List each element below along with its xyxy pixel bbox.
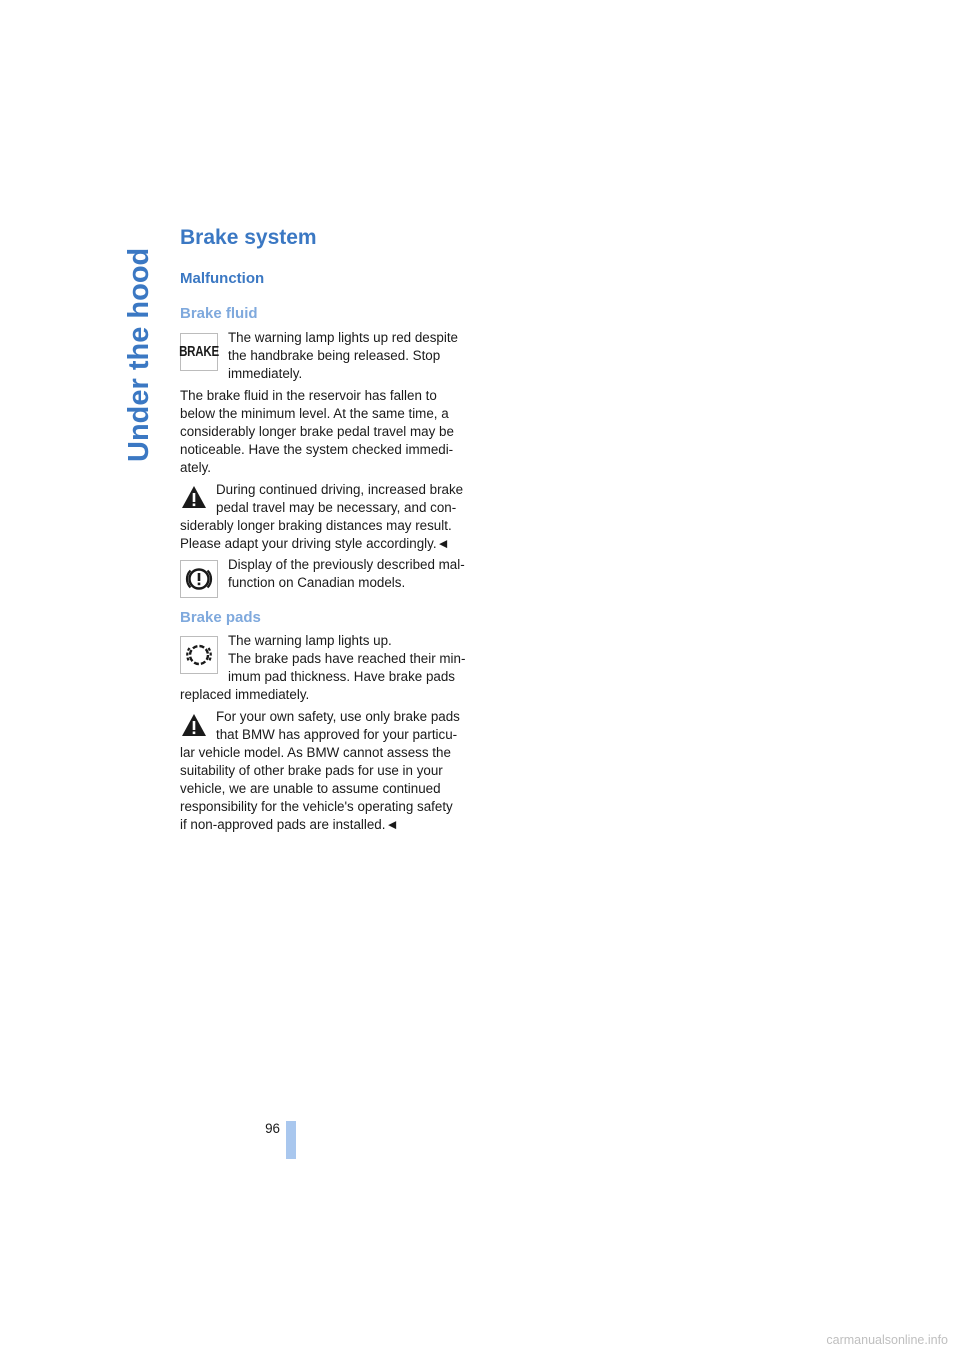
brake-pads-warning-full — [180, 744, 453, 834]
text-line: pedal travel may be necessary, and con- — [216, 500, 457, 515]
text-line: responsibility for the vehicle's operating safety — [180, 799, 453, 814]
brake-fluid-warning-full — [180, 517, 452, 553]
exclamation-circle-icon — [184, 564, 214, 594]
page-number: 96 — [265, 1121, 280, 1136]
brake-icon-label: BRAKE — [179, 344, 219, 360]
chapter-title — [112, 232, 156, 462]
text-line: that BMW has approved for your particu- — [216, 727, 458, 742]
warning-triangle-icon — [181, 713, 207, 737]
text-line: lar vehicle model. As BMW cannot assess the — [180, 745, 451, 760]
brake-warning-icon — [180, 333, 218, 371]
text-line: vehicle, we are unable to assume continued — [180, 781, 441, 796]
section-subtitle: Malfunction — [180, 270, 265, 287]
text-line: imum pad thickness. Have brake pads — [228, 669, 456, 684]
section-title: Brake system — [180, 226, 317, 249]
brake-pads-intro — [228, 632, 465, 686]
brake-pad-wear-icon — [180, 636, 218, 674]
text-line: function on Canadian models. — [228, 575, 406, 590]
text-line: immediately. — [228, 366, 303, 381]
text-line: noticeable. Have the system checked immedi- — [180, 442, 454, 457]
text-line: replaced immediately. — [180, 687, 310, 702]
warning-triangle-icon — [181, 485, 207, 509]
brake-fluid-intro — [228, 329, 458, 383]
text-line: below the minimum level. At the same time, a — [180, 406, 449, 421]
brake-pads-intro-full — [180, 686, 309, 704]
text-line: Please adapt your driving style accordingly.◄ — [180, 536, 450, 551]
canadian-brake-icon — [180, 560, 218, 598]
canadian-models-note — [228, 556, 465, 592]
brake-fluid-heading: Brake fluid — [180, 305, 258, 322]
brake-pad-icon — [184, 640, 214, 670]
brake-fluid-warning-indented — [216, 481, 463, 517]
text-line: the handbrake being released. Stop — [228, 348, 441, 363]
text-line: siderably longer braking distances may result. — [180, 518, 452, 533]
text-line: The brake pads have reached their min- — [228, 651, 466, 666]
text-line: Display of the previously described mal- — [228, 557, 465, 572]
brake-fluid-body — [180, 387, 454, 477]
text-line: The warning lamp lights up. — [228, 633, 392, 648]
text-line: For your own safety, use only brake pads — [216, 709, 460, 724]
text-line: During continued driving, increased brake — [216, 482, 464, 497]
text-line: considerably longer brake pedal travel may be — [180, 424, 454, 439]
text-line: suitability of other brake pads for use in your — [180, 763, 443, 778]
text-line: The brake fluid in the reservoir has fallen to — [180, 388, 437, 403]
text-line: if non-approved pads are installed.◄ — [180, 817, 399, 832]
brake-pads-heading: Brake pads — [180, 609, 261, 626]
page-marker-bar — [286, 1121, 296, 1159]
chapter-title-text: Under the hood — [123, 247, 155, 462]
text-line: The warning lamp lights up red despite — [228, 330, 459, 345]
watermark: carmanualsonline.info — [826, 1333, 948, 1347]
text-line: ately. — [180, 460, 212, 475]
brake-pads-warning-indented — [216, 708, 460, 744]
